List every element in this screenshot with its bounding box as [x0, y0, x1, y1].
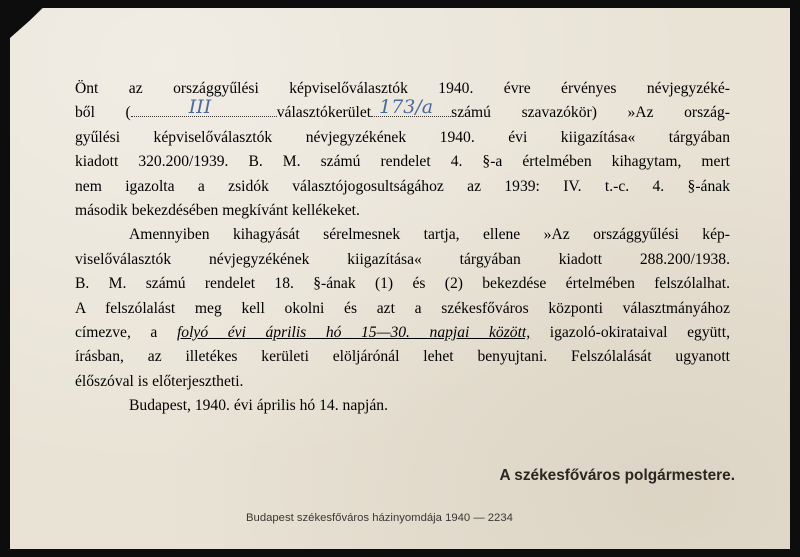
notice-body — [75, 77, 730, 418]
text-fragment: címezve, a — [75, 323, 158, 341]
paragraph-1-line-3: gyűlési képviselőválasztók névjegyzékének 1940. évi kiigazítása« tárgyában — [75, 128, 730, 146]
precinct-fill-in — [371, 96, 451, 119]
text-fragment: számú szavazókör) »Az ország- — [451, 104, 730, 122]
text-fragment: igazoló-okirataival együtt, — [549, 323, 730, 341]
paragraph-1-line-5: nem igazolta a zsidók választójogosultságához az 1939: IV. t.-c. 4. §-ának — [75, 177, 730, 195]
signature: A székesfőváros polgármestere. — [499, 467, 735, 484]
paragraph-2-line-2: viselőválasztók névjegyzékének kiigazítása« tárgyában kiadott 288.200/1938. — [75, 250, 730, 268]
paragraph-1-line-2 — [75, 96, 730, 125]
paragraph-2-line-5 — [75, 321, 730, 345]
paragraph-1-line-1: Önt az országgyűlési képviselőválasztók 1940. évre érvényes névjegyzéké- — [75, 80, 730, 97]
paragraph-2-line-1: Amennyiben kihagyását sérelmesnek tartja, ellene »Az országgyűlési kép- — [129, 226, 730, 244]
district-handwritten: III — [188, 96, 212, 119]
text-fragment: választókerület — [276, 104, 372, 122]
printer-line: Budapest székesfőváros házinyomdája 1940 — 2234 — [246, 512, 513, 524]
paragraph-2-line-6: írásban, az illetékes kerületi elöljárónál lehet benyujtani. Felszólalását ugyanott — [75, 348, 730, 366]
paragraph-2-line-7: élőszóval is előterjesztheti. — [75, 372, 244, 390]
paragraph-2-line-4: A felszólalást meg kell okolni és azt a székesfőváros központi választmányához — [75, 299, 730, 317]
district-fill-in — [131, 96, 277, 119]
paragraph-1-line-4: kiadott 320.200/1939. B. M. számú rendelet 4. §-a értelmében kihagytam, mert — [75, 153, 730, 171]
precinct-handwritten: 173/a — [379, 96, 434, 119]
paragraph-2-line-3: B. M. számú rendelet 18. §-ának (1) és (2) bekezdése értelmében felszólalhat. — [75, 275, 730, 293]
date-line: Budapest, 1940. évi április hó 14. napján. — [129, 397, 388, 415]
paragraph-1-line-6: második bekezdésében megkívánt kellékeket. — [75, 201, 360, 219]
deadline-text: folyó évi április hó 15—30. napjai között, — [176, 323, 531, 341]
text-fragment: ből ( — [75, 104, 131, 122]
